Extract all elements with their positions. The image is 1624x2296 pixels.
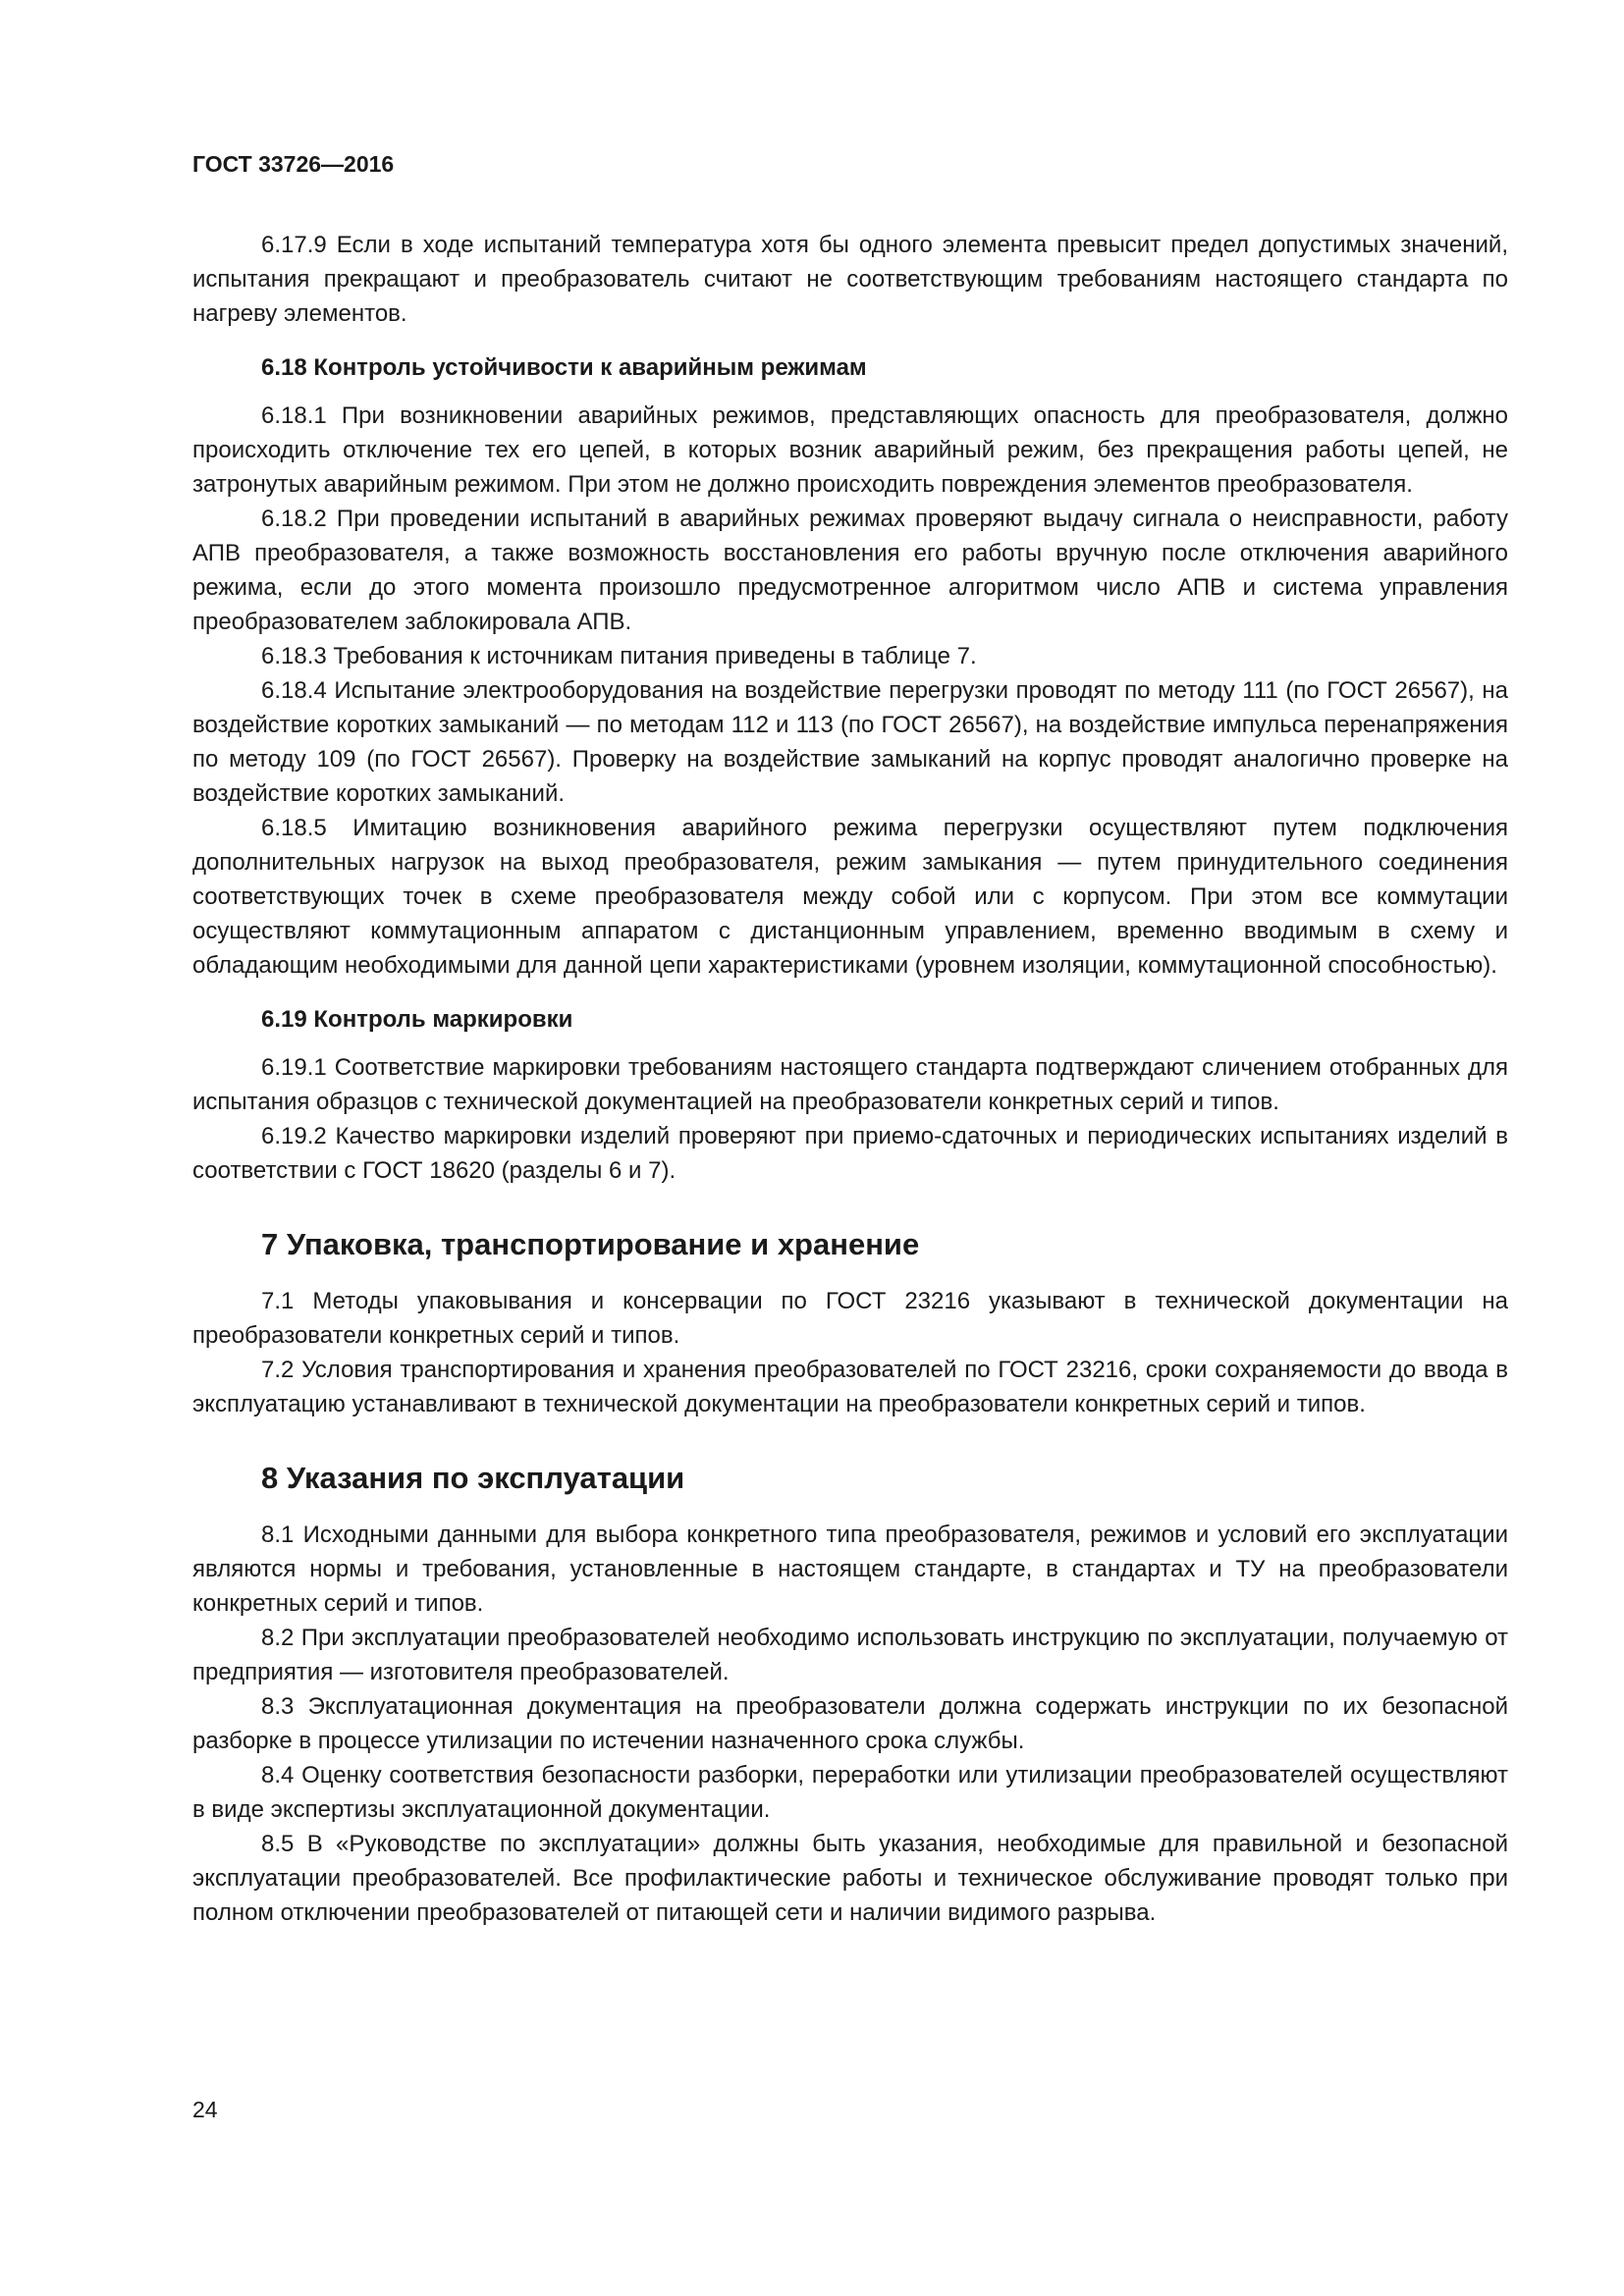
paragraph-6-19-1: 6.19.1 Соответствие маркировки требованиям настоящего стандарта подтверждают сличением отобранных для испытания образцов с технической документацией на преобразователи конкретных серий и типов. xyxy=(192,1054,1508,1115)
paragraph-6-18-2: 6.18.2 При проведении испытаний в аварийных режимах проверяют выдачу сигнала о неисправности, работу АПВ преобразователя, а также возможность восстановления его работы вручную после отключения аварийного режима, если до этого момента произошло предусмотренное алгоритмом число АПВ и система управления преобразователем заблокировала АПВ. xyxy=(192,506,1508,635)
page-number: 24 xyxy=(192,2097,218,2122)
paragraph-8-5: 8.5 В «Руководстве по эксплуатации» должны быть указания, необходимые для правильной и безопасной эксплуатации преобразователей. Все профилактические работы и техническое обслуживание проводят только при полном отключении преобразователей от питающей сети и наличии видимого разрыва. xyxy=(192,1831,1508,1926)
paragraph-6-17-9: 6.17.9 Если в ходе испытаний температура хотя бы одного элемента превысит предел допустимых значений, испытания прекращают и преобразователь считают не соответствующим требованиям настоящего стандарта по нагреву элементов. xyxy=(192,232,1508,327)
paragraph-8-4: 8.4 Оценку соответствия безопасности разборки, переработки или утилизации преобразователей осуществляют в виде экспертизы эксплуатационной документации. xyxy=(192,1762,1508,1823)
paragraph-6-18-1: 6.18.1 При возникновении аварийных режимов, представляющих опасность для преобразователя, должно происходить отключение тех его цепей, в которых возник аварийный режим, без прекращения работы цепей, не затронутых аварийным режимом. При этом не должно происходить повреждения элементов преобразователя. xyxy=(192,402,1508,498)
paragraph-6-19-2: 6.19.2 Качество маркировки изделий проверяют при приемо-сдаточных и периодических испытаниях изделий в соответствии с ГОСТ 18620 (разделы 6 и 7). xyxy=(192,1123,1508,1184)
document-header-title: ГОСТ 33726—2016 xyxy=(192,151,395,177)
paragraph-6-18-3: 6.18.3 Требования к источникам питания приведены в таблице 7. xyxy=(261,643,977,669)
paragraph-6-18-4: 6.18.4 Испытание электрооборудования на воздействие перегрузки проводят по методу 111 (по ГОСТ 26567), на воздействие коротких замыканий — по методам 112 и 113 (по ГОСТ 26567), на воздействие импульса перенапряжения по методу 109 (по ГОСТ 26567). Проверку на воздействие замыканий на корпус проводят аналогично проверке на воздействие коротких замыканий. xyxy=(192,677,1508,807)
paragraph-6-18-5: 6.18.5 Имитацию возникновения аварийного режима перегрузки осуществляют путем подключения дополнительных нагрузок на выход преобразователя, режим замыкания — путем принудительного соединения соответствующих точек в схеме преобразователя между собой или с корпусом. При этом все коммутации осуществляют коммутационным аппаратом с дистанционным управлением, временно вводимым в схему и обладающим необходимыми для данной цепи характеристиками (уровнем изоляции, коммутационной способностью). xyxy=(192,815,1508,979)
subsection-heading-6-18: 6.18 Контроль устойчивости к аварийным режимам xyxy=(261,354,867,381)
paragraph-7-2: 7.2 Условия транспортирования и хранения преобразователей по ГОСТ 23216, сроки сохраняемости до ввода в эксплуатацию устанавливают в технической документации на преобразователи конкретных серий и типов. xyxy=(192,1357,1508,1417)
paragraph-8-1: 8.1 Исходными данными для выбора конкретного типа преобразователя, режимов и условий его эксплуатации являются нормы и требования, установленные в настоящем стандарте, в стандартах и ТУ на преобразователи конкретных серий и типов. xyxy=(192,1522,1508,1617)
paragraph-8-2: 8.2 При эксплуатации преобразователей необходимо использовать инструкцию по эксплуатации, получаемую от предприятия — изготовителя преобразователей. xyxy=(192,1625,1508,1685)
section-heading-7: 7 Упаковка, транспортирование и хранение xyxy=(261,1227,920,1261)
document-page xyxy=(192,137,1508,2199)
paragraph-7-1: 7.1 Методы упаковывания и консервации по ГОСТ 23216 указывают в технической документации на преобразователи конкретных серий и типов. xyxy=(192,1288,1508,1349)
section-heading-8: 8 Указания по эксплуатации xyxy=(261,1461,685,1495)
subsection-heading-6-19: 6.19 Контроль маркировки xyxy=(261,1006,573,1033)
paragraph-8-3: 8.3 Эксплуатационная документация на преобразователи должна содержать инструкции по их безопасной разборке в процессе утилизации по истечении назначенного срока службы. xyxy=(192,1693,1508,1754)
